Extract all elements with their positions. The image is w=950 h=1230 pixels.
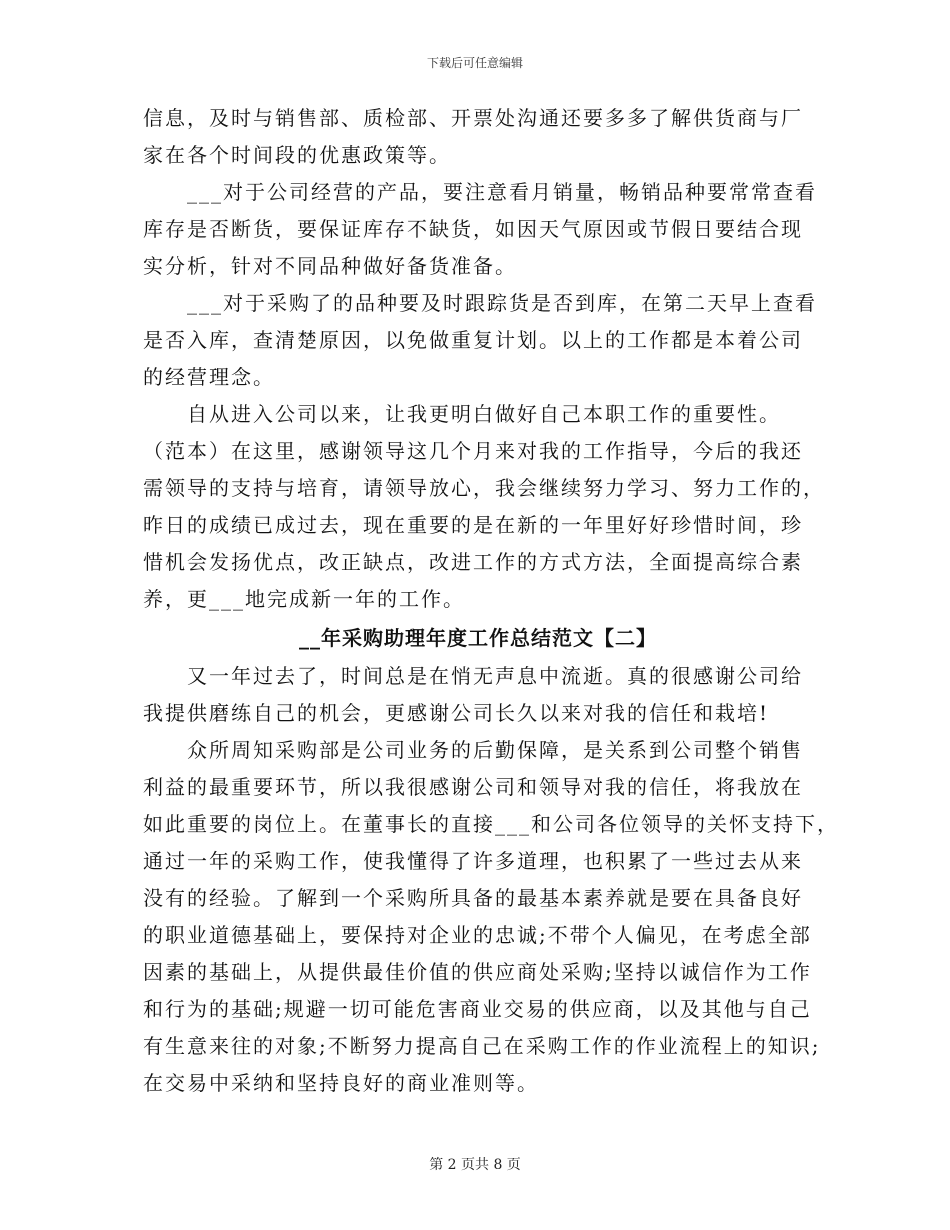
section-heading: __年采购助理年度工作总结范文【二】 — [299, 626, 657, 650]
paragraph-line: 库存是否断货，要保证库存不缺货，如因天气原因或节假日要结合现 — [143, 217, 803, 241]
paragraph-line: 的经营理念。 — [143, 365, 275, 389]
paragraph-line: 又一年过去了，时间总是在悄无声息中流逝。真的很感谢公司给 — [187, 664, 803, 688]
page-header-note: 下载后可任意编辑 — [426, 56, 523, 70]
paragraph-line: 家在各个时间段的优惠政策等。 — [143, 143, 451, 167]
paragraph-line: 需领导的支持与培育，请领导放心，我会继续努力学习、努力工作的， — [143, 476, 825, 500]
paragraph-line: 养，更___地完成新一年的工作。 — [143, 587, 465, 611]
paragraph-line: 和行为的基础;规避一切可能危害商业交易的供应商，以及其他与自己 — [143, 997, 812, 1021]
paragraph-line: 惜机会发扬优点，改正缺点，改进工作的方式方法，全面提高综合素 — [143, 550, 803, 574]
paragraph-line: 自从进入公司以来，让我更明白做好自己本职工作的重要性。 — [187, 402, 781, 426]
paragraph-line: ___对于公司经营的产品，要注意看月销量，畅销品种要常常查看 — [187, 180, 817, 204]
paragraph-line: 是否入库，查清楚原因，以免做重复计划。以上的工作都是本着公司 — [143, 328, 803, 352]
paragraph-line: 因素的基础上，从提供最佳价值的供应商处采购;坚持以诚信作为工作 — [143, 960, 812, 984]
paragraph-line: 实分析，针对不同品种做好备货准备。 — [143, 254, 517, 278]
paragraph-line: 在交易中采纳和坚持良好的商业准则等。 — [143, 1071, 539, 1095]
paragraph-line: 如此重要的岗位上。在董事长的直接___和公司各位领导的关怀支持下， — [143, 812, 839, 836]
paragraph-line: 昨日的成绩已成过去，现在重要的是在新的一年里好好珍惜时间，珍 — [143, 513, 803, 537]
paragraph-line: 通过一年的采购工作，使我懂得了许多道理，也积累了一些过去从来 — [143, 849, 803, 873]
page-number: 第 2 页共 8 页 — [429, 1157, 521, 1173]
paragraph-line: 的职业道德基础上，要保持对企业的忠诚;不带个人偏见，在考虑全部 — [143, 923, 812, 947]
paragraph-line: 众所周知采购部是公司业务的后勤保障，是关系到公司整个销售 — [187, 738, 803, 762]
paragraph-line: 没有的经验。了解到一个采购所具备的最基本素养就是要在具备良好 — [143, 886, 803, 910]
paragraph-line: 利益的最重要环节，所以我很感谢公司和领导对我的信任，将我放在 — [143, 775, 803, 799]
document-body — [143, 100, 839, 1102]
paragraph-line: （范本）在这里，感谢领导这几个月来对我的工作指导，今后的我还 — [143, 439, 803, 463]
paragraph-line: 我提供磨练自己的机会，更感谢公司长久以来对我的信任和栽培! — [143, 701, 770, 725]
paragraph-line: 有生意来往的对象;不断努力提高自己在采购工作的作业流程上的知识; — [143, 1034, 821, 1058]
paragraph-line: ___对于采购了的品种要及时跟踪货是否到库，在第二天早上查看 — [187, 291, 817, 315]
paragraph-line: 信息，及时与销售部、质检部、开票处沟通还要多多了解供货商与厂 — [143, 106, 803, 130]
